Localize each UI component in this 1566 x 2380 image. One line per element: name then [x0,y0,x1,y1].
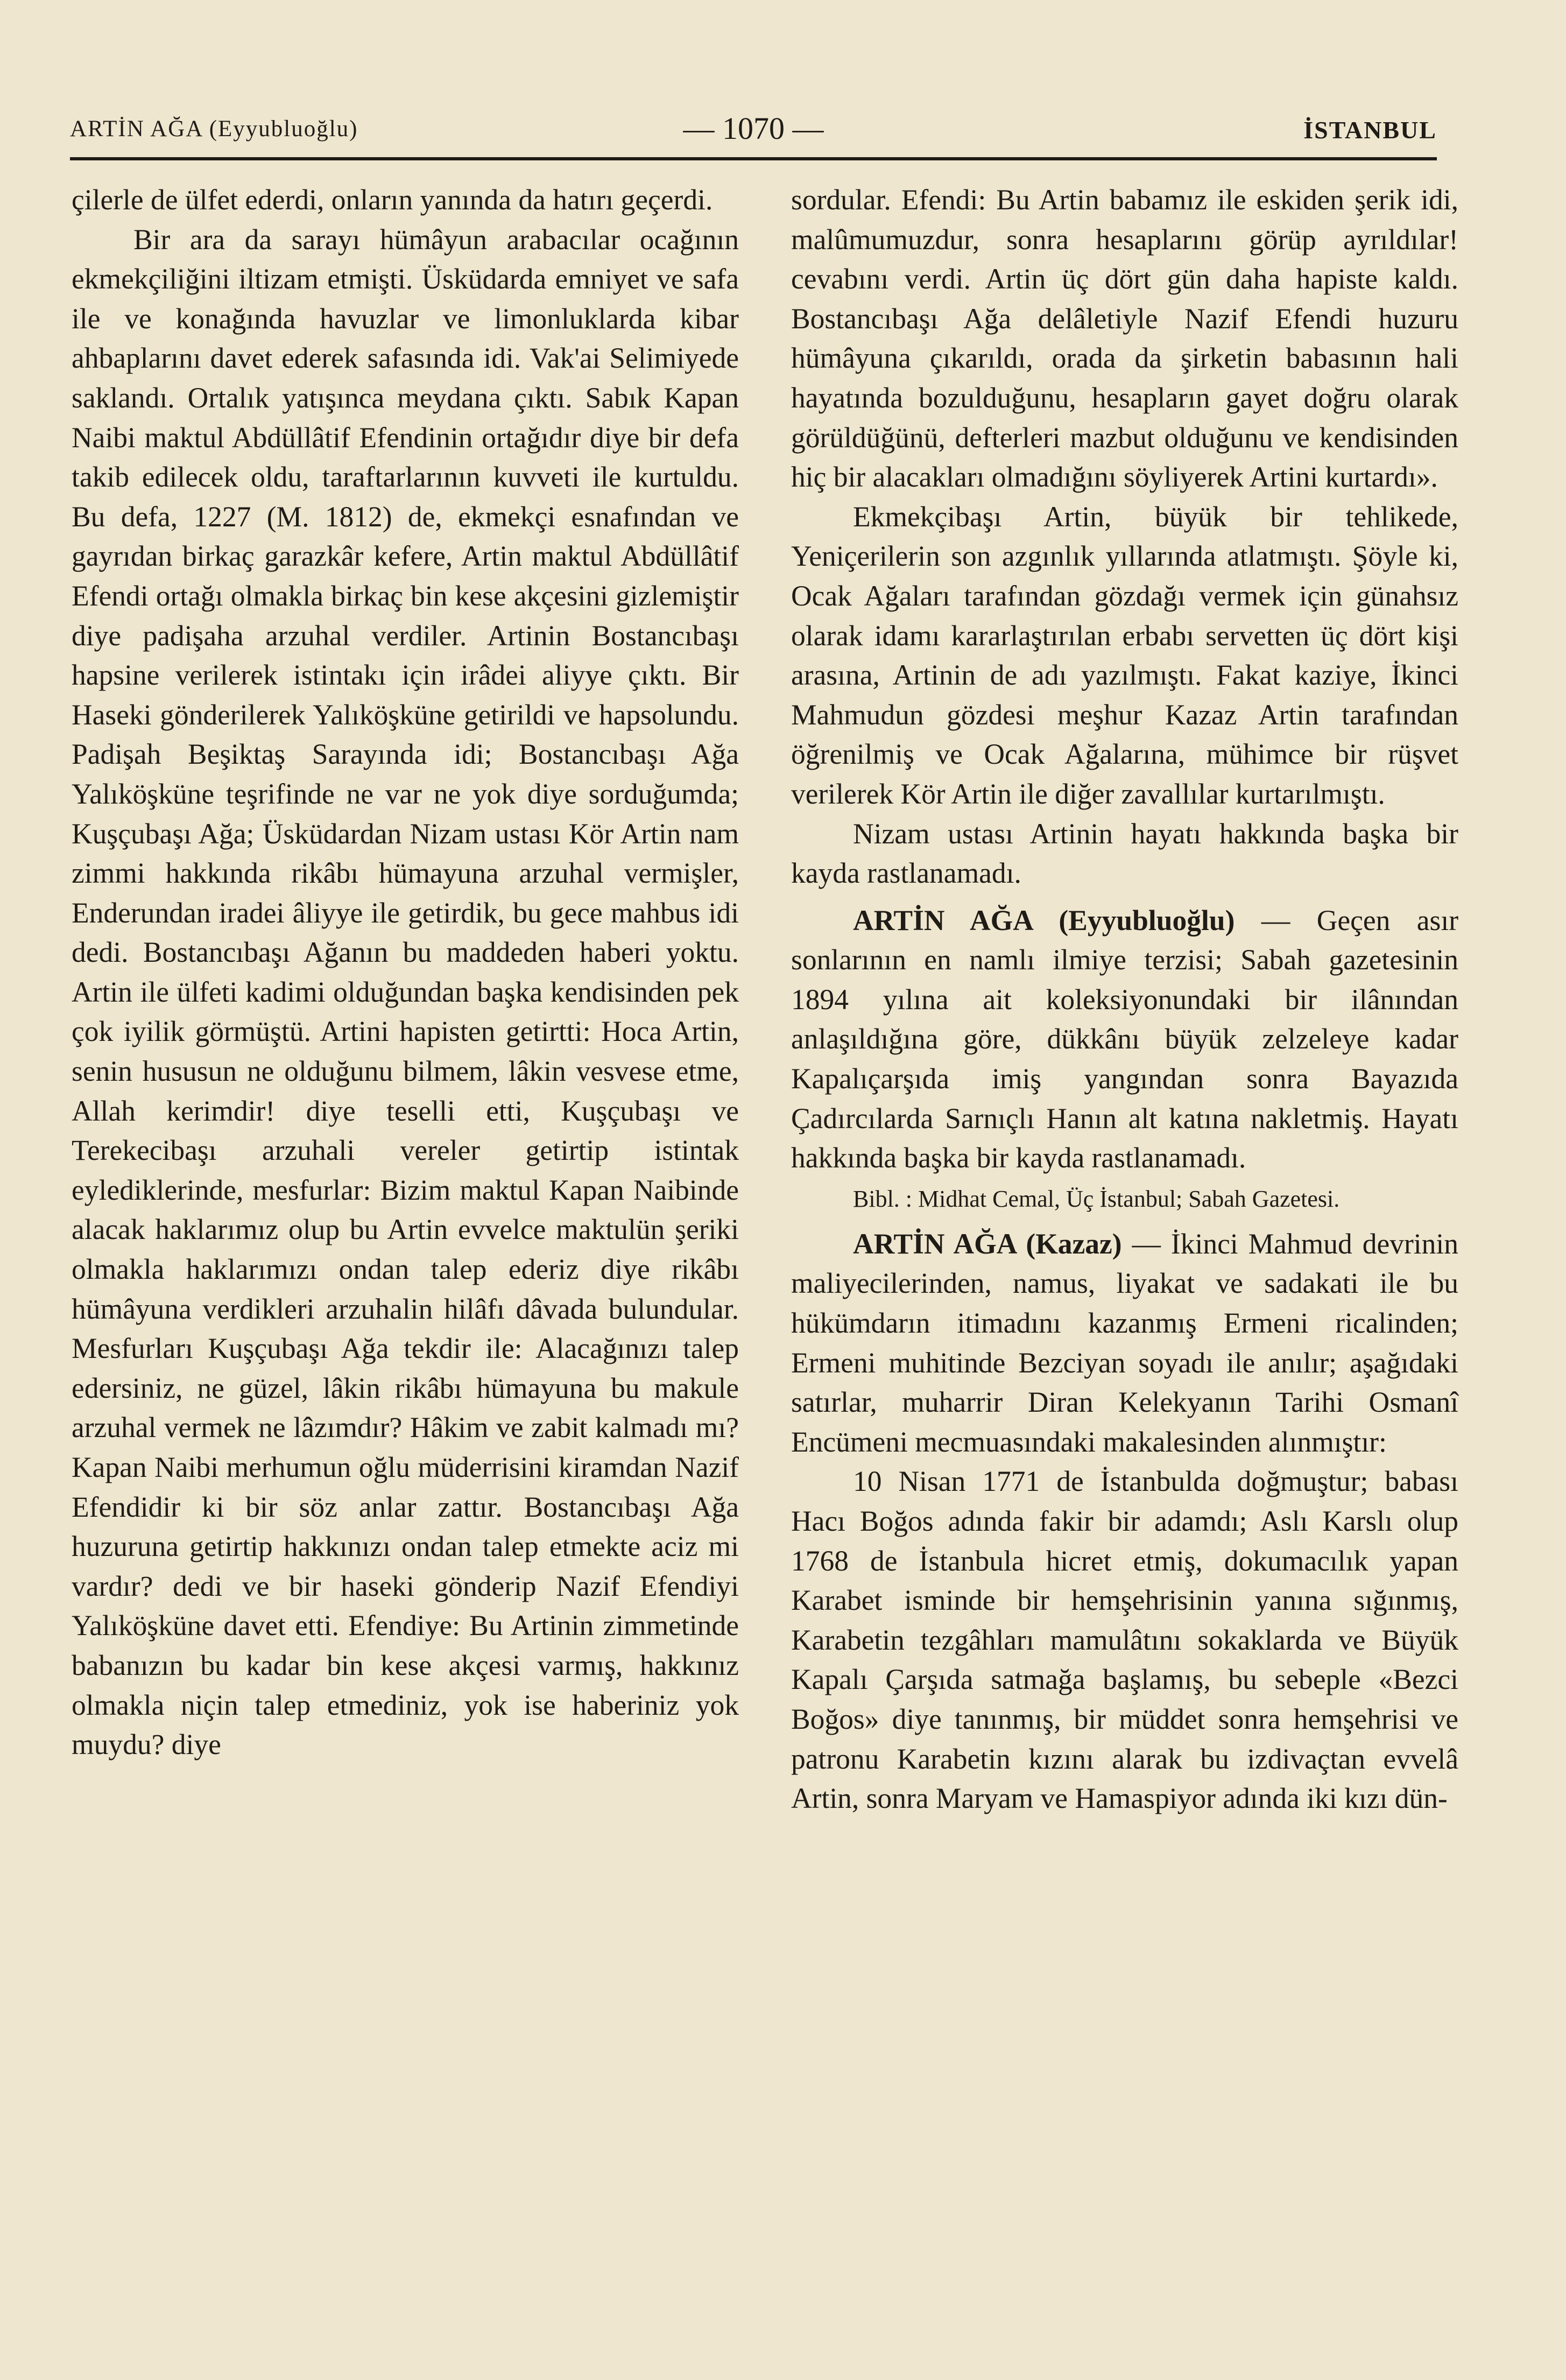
left-paragraph-1: çilerle de ülfet ederdi, onların yanında da hatırı geçerdi. [72,184,713,216]
bibliography-note: Bibl. : Midhat Cemal, Üç İstanbul; Sabah Gazetesi. [853,1185,1340,1212]
entry-artin-aga-eyyubluoglu [791,901,1458,1178]
right-paragraph-2: Ekmekçibaşı Artin, büyük bir tehlikede, Yeniçerilerin son azgınlık yıllarında atlatmıştı. Şöyle ki, Ocak Ağaları tarafından gözdağı vermek için günahsız olarak idamı kararlaştırılan erbabı servetten üç dört kişi arasına, Artinin de adı yazılmıştı. Fakat kaziye, İkinci Mahmudun gözdesi meşhur Kazaz Artin tarafından öğrenilmiş ve Ocak Ağalarına, mühimce bir rüşvet verilerek Kör Artin ile diğer zavallılar kurtarılmıştı. [791,500,1458,810]
right-column [791,180,1458,1819]
entry-artin-aga-kazaz [791,1224,1458,1462]
right-paragraph-3: Nizam ustası Artinin hayatı hakkında başka bir kayda rastlanamadı. [791,817,1458,890]
entry-headword: ARTİN AĞA (Kazaz) [853,1227,1122,1260]
page-number: — 1070 — [683,111,824,146]
entry-text: — Geçen asır sonlarının en namlı ilmiye terzisi; Sabah gazetesinin 1894 yılına ait koleksiyonundaki bir ilânından anlaşıldığına göre, dükkânı büyük zelzeleye kadar Kapalıçarşıda imiş yangından sonra Bayazıda Çadırcılarda Sarnıçlı Hanın alt katına nakletmiş. Hayatı hakkında başka bir kayda rastlanamadı. [791,904,1459,1174]
entry-text: — İkinci Mahmud devrinin maliyecilerinden, namus, liyakat ve sadakati ile bu hükümdarın itimadını kazanmış Ermeni ricalinden; Ermeni muhitinde Bezciyan soyadı ile anılır; aşağıdaki satırlar, muharrir Diran Kelekyanın Tarihi Osmanî Encümeni mecmuasındaki makalesinden alınmıştır: [791,1227,1458,1458]
entry-headword: ARTİN AĞA (Eyyubluoğlu) [853,904,1235,936]
running-head-volume: İSTANBUL [1303,116,1437,144]
header-rule [70,157,1437,160]
right-paragraph-last: 10 Nisan 1771 de İstanbulda doğmuştur; babası Hacı Boğos adında fakir bir adamdı; Aslı Karslı olup 1768 de İstanbula hicret etmiş, dokumacılık yapan Karabet isminde bir hemşehrisinin yanına sığınmış, Karabetin tezgâhları mamulâtını sokaklarda ve Büyük Kapalı Çarşıda satmağa başlamış, bu sebeple «Bezci Boğos» diye tanınmış, bir müddet sonra hemşehrisi ve patronu Karabetin kızını alarak bu izdivaçtan evvelâ Artin, sonra Maryam ve Hamaspiyor adında iki kızı dün- [791,1465,1458,1815]
left-column [72,180,739,1765]
right-paragraph-1: sordular. Efendi: Bu Artin babamız ile eskiden şerik idi, malûmumuzdur, sonra hesaplarını görüp ayrıldılar! cevabını verdi. Artin üç dört gün daha hapiste kaldı. Bostancıbaşı Ağa delâletiyle Nazif Efendi huzuru hümâyuna çıkarıldı, orada da şirketin babasının hali hayatında bozulduğunu, hesapların gayet doğru olarak görüldüğünü, defterleri mazbut olduğunu ve kendisinden hiç bir alacakları olmadığını söyliyerek Artini kurtardı». [791,184,1458,494]
left-paragraph-2: Bir ara da sarayı hümâyun arabacılar ocağının ekmekçiliğini iltizam etmişti. Üsküdarda emniyet ve safa ile ve konağında havuzlar ve limonluklarda kibar ahbaplarını davet ederek safasında idi. Vak'ai Selimiyede saklandı. Ortalık yatışınca meydana çıktı. Sabık Kapan Naibi maktul Abdüllâtif Efendinin ortağıdır diye bir defa takib edilecek oldu, taraftarlarının kuvveti ile kurtuldu. Bu defa, 1227 (M. 1812) de, ekmekçi esnafından ve gayrıdan birkaç garazkâr kefere, Artin maktul Abdüllâtif Efendi ortağı olmakla birkaç bin kese akçesini gizlemiştir diye padişaha arzuhal verdiler. Artinin Bostancıbaşı hapsine verilerek istintakı için irâdei aliyye çıktı. Bir Haseki gönderilerek Yalıköşküne getirildi ve hapsolundu. Padişah Beşiktaş Sarayında idi; Bostancıbaşı Ağa Yalıköşküne teşrifinde ne var ne yok diye sorduğumda; Kuşçubaşı Ağa; Üsküdardan Nizam ustası Kör Artin nam zimmi hakkında rikâbı hümayuna arzuhal vermişler, Enderundan iradei âliyye ile getirdik, bu gece mahbus idi dedi. Bostancıbaşı Ağanın bu maddeden haberi yoktu. Artin ile ülfeti kadimi olduğundan başka kendisinden pek çok iyilik görmüştü. Artini hapisten getirtti: Hoca Artin, senin hususun ne olduğunu bilmem, lâkin vesvese etme, Allah kerimdir! diye teselli etti, Kuşçubaşı ve Terekecibaşı arzuhali vereler getirtip istintak eylediklerinde, mesfurlar: Bizim maktul Kapan Naibinde alacak haklarımız olup bu Artin evvelce maktulün şeriki olmakla haklarımızı ondan talep ederiz diye rikâbı hümâyuna verdikleri arzuhalin hilâfı dâvada bulundular. Mesfurları Kuşçubaşı Ağa tekdir ile: Alacağınızı talep edersiniz, ne güzel, lâkin rikâbı hümayuna bu makule arzuhal vermek ne lâzımdır? Hâkim ve zabit kalmadı mı? Kapan Naibi merhumun oğlu müderrisini kiramdan Nazif Efendidir ki bir söz anlar zattır. Bostancıbaşı Ağa huzuruna getirtip hakkınızı ondan talep etmekte aciz mi vardır? dedi ve bir haseki gönderip Nazif Efendiyi Yalıköşküne davet etti. Efendiye: Bu Artinin zimmetinde babanızın bu kadar bin kese akçesi varmış, hakkınız olmakla niçin talep etmediniz, yok ise haberiniz yok muydu? diye [72,223,739,1761]
page-header [70,110,1437,148]
running-head-entry: ARTİN AĞA (Eyyubluoğlu) [70,116,358,142]
